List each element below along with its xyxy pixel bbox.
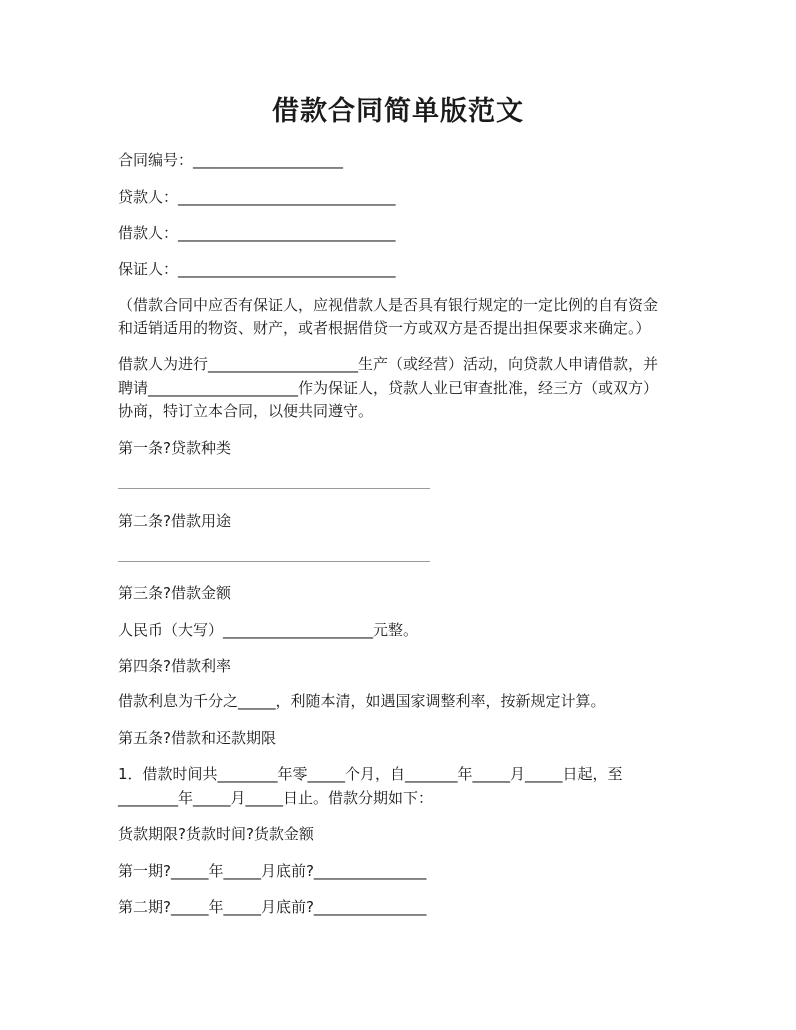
article-3-body: 人民币（大写）____________________元整。 xyxy=(118,621,419,639)
schedule-period-1: 第一期?_____年_____月底前?_______________ xyxy=(118,862,427,880)
document-title: 借款合同简单版范文 xyxy=(272,96,524,127)
intro-line-3: 协商，特订立本合同，以便共同遵守。 xyxy=(118,402,374,420)
borrower-field: 借款人：_____________________________ xyxy=(118,224,396,242)
article-4-heading: 第四条?借款利率 xyxy=(118,657,231,675)
article-5-line-1: 1．借款时间共________年零_____个月，自_______年_____月_____日起，至 xyxy=(118,765,623,783)
article-5-heading: 第五条?借款和还款期限 xyxy=(118,729,276,747)
article-3-heading: 第三条?借款金额 xyxy=(118,584,231,602)
article-4-body: 借款利息为千分之_____，利随本清，如遇国家调整利率，按新规定计算。 xyxy=(118,692,606,710)
schedule-header: 货款期限?货款时间?货款金额 xyxy=(118,825,314,843)
article-2-blank-line xyxy=(118,561,430,562)
note-line-1: （借款合同中应否有保证人，应视借款人是否具有银行规定的一定比例的自有资金 xyxy=(118,296,659,314)
lender-field: 贷款人：_____________________________ xyxy=(118,188,396,206)
article-1-blank-line xyxy=(118,488,430,489)
note-line-2: 和适销适用的物资、财产，或者根据借贷一方或双方是否提出担保要求来确定。） xyxy=(118,319,651,337)
intro-line-1: 借款人为进行____________________生产（或经营）活动，向贷款人申请借款，并 xyxy=(118,355,659,373)
article-1-heading: 第一条?贷款种类 xyxy=(118,439,231,457)
contract-number-field: 合同编号：____________________ xyxy=(118,151,344,169)
intro-line-2: 聘请____________________作为保证人，贷款人业已审查批准，经三方（或双方） xyxy=(118,379,659,397)
schedule-period-2: 第二期?_____年_____月底前?_______________ xyxy=(118,898,427,916)
guarantor-field: 保证人：_____________________________ xyxy=(118,260,396,278)
article-5-line-2: ________年_____月_____日止。借款分期如下： xyxy=(118,789,434,807)
article-2-heading: 第二条?借款用途 xyxy=(118,512,231,530)
